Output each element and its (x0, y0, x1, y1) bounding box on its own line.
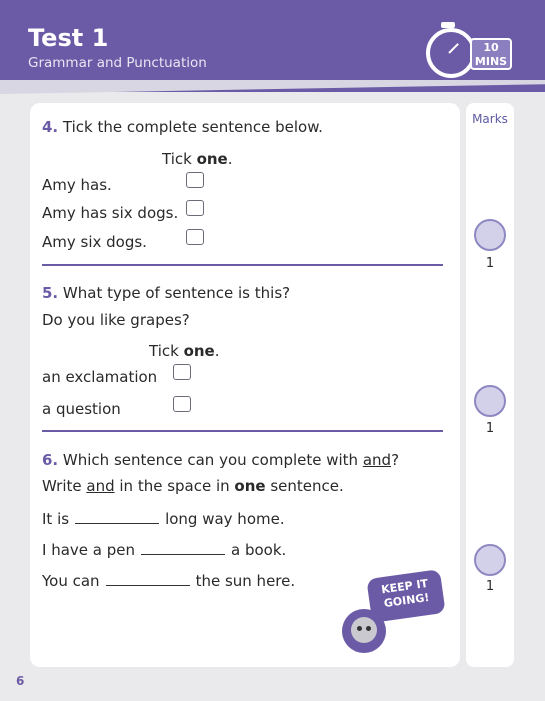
page-title: Test 1 (28, 24, 109, 52)
q6-instr-word: and (86, 477, 115, 495)
q4-option-2: Amy has six dogs. (42, 204, 179, 222)
q5-tick-instruction (149, 342, 220, 360)
q6-s2-after: a book. (230, 541, 287, 559)
marks-label: Marks (472, 112, 508, 126)
q6-mark-value: 1 (485, 579, 495, 594)
q5-prompt (42, 284, 290, 302)
q4-number: 4. (42, 118, 59, 136)
q4-mark-value: 1 (485, 256, 495, 271)
robot-eye-right (366, 626, 371, 631)
q6-s1-blank[interactable] (75, 509, 159, 524)
q5-tick-prefix: Tick (149, 342, 184, 360)
q6-s3-after: the sun here. (195, 572, 296, 590)
q4-prompt (42, 118, 323, 136)
divider-2 (42, 430, 443, 432)
q6-instr-middle: in the space in (114, 477, 235, 495)
q6-sentence-2 (42, 540, 286, 559)
q6-text-after: ? (391, 451, 400, 469)
q5-number: 5. (42, 284, 59, 302)
divider-1 (42, 264, 443, 266)
q4-tick-bold: one (196, 150, 228, 168)
q6-s1-after: long way home. (165, 510, 285, 528)
q6-text-word: and (362, 451, 392, 469)
q5-tick-suffix: . (214, 342, 220, 360)
q6-sentence-1 (42, 509, 285, 528)
page-subtitle: Grammar and Punctuation (28, 55, 207, 71)
q4-option-1: Amy has. (42, 176, 112, 194)
stopwatch-icon (426, 28, 476, 78)
q5-option-2: a question (42, 400, 121, 418)
q6-text-before: Which sentence can you complete with (62, 451, 363, 469)
q4-tick-instruction (162, 150, 233, 168)
timer-value: 10 (483, 41, 499, 54)
q6-instr-after: sentence. (265, 477, 344, 495)
q4-option-3: Amy six dogs. (42, 233, 147, 251)
bubble-line-2: GOING! (383, 590, 431, 611)
q6-instr-bold: one (234, 477, 266, 495)
q6-s3-before: You can (42, 572, 100, 590)
q4-checkbox-3[interactable] (186, 229, 204, 245)
timer-unit: MINS (474, 55, 508, 68)
q4-tick-suffix: . (227, 150, 233, 168)
robot-face (351, 617, 377, 643)
q5-tick-bold: one (183, 342, 215, 360)
q5-mark-value: 1 (485, 421, 495, 436)
q6-number: 6. (42, 451, 59, 469)
q5-text: What type of sentence is this? (62, 284, 291, 302)
q6-s3-blank[interactable] (106, 571, 190, 586)
q6-s2-blank[interactable] (141, 540, 225, 555)
q6-s1-before: It is (42, 510, 70, 528)
q6-sentence-3 (42, 571, 295, 590)
q6-mark-box[interactable] (474, 544, 506, 576)
q4-tick-prefix: Tick (162, 150, 197, 168)
q5-sentence: Do you like grapes? (42, 311, 190, 329)
robot-eye-left (357, 626, 362, 631)
page-number: 6 (16, 674, 25, 688)
timer-badge (470, 38, 512, 70)
q6-s2-before: I have a pen (42, 541, 135, 559)
bubble-line-1: KEEP IT (380, 576, 429, 597)
q4-mark-box[interactable] (474, 219, 506, 251)
q4-checkbox-1[interactable] (186, 172, 204, 188)
q6-instruction (42, 477, 344, 495)
q5-checkbox-1[interactable] (173, 364, 191, 380)
q6-prompt (42, 451, 399, 469)
q5-option-1: an exclamation (42, 368, 158, 386)
q4-checkbox-2[interactable] (186, 200, 204, 216)
q4-text: Tick the complete sentence below. (62, 118, 323, 136)
q6-instr-before: Write (42, 477, 87, 495)
q5-mark-box[interactable] (474, 385, 506, 417)
q5-checkbox-2[interactable] (173, 396, 191, 412)
